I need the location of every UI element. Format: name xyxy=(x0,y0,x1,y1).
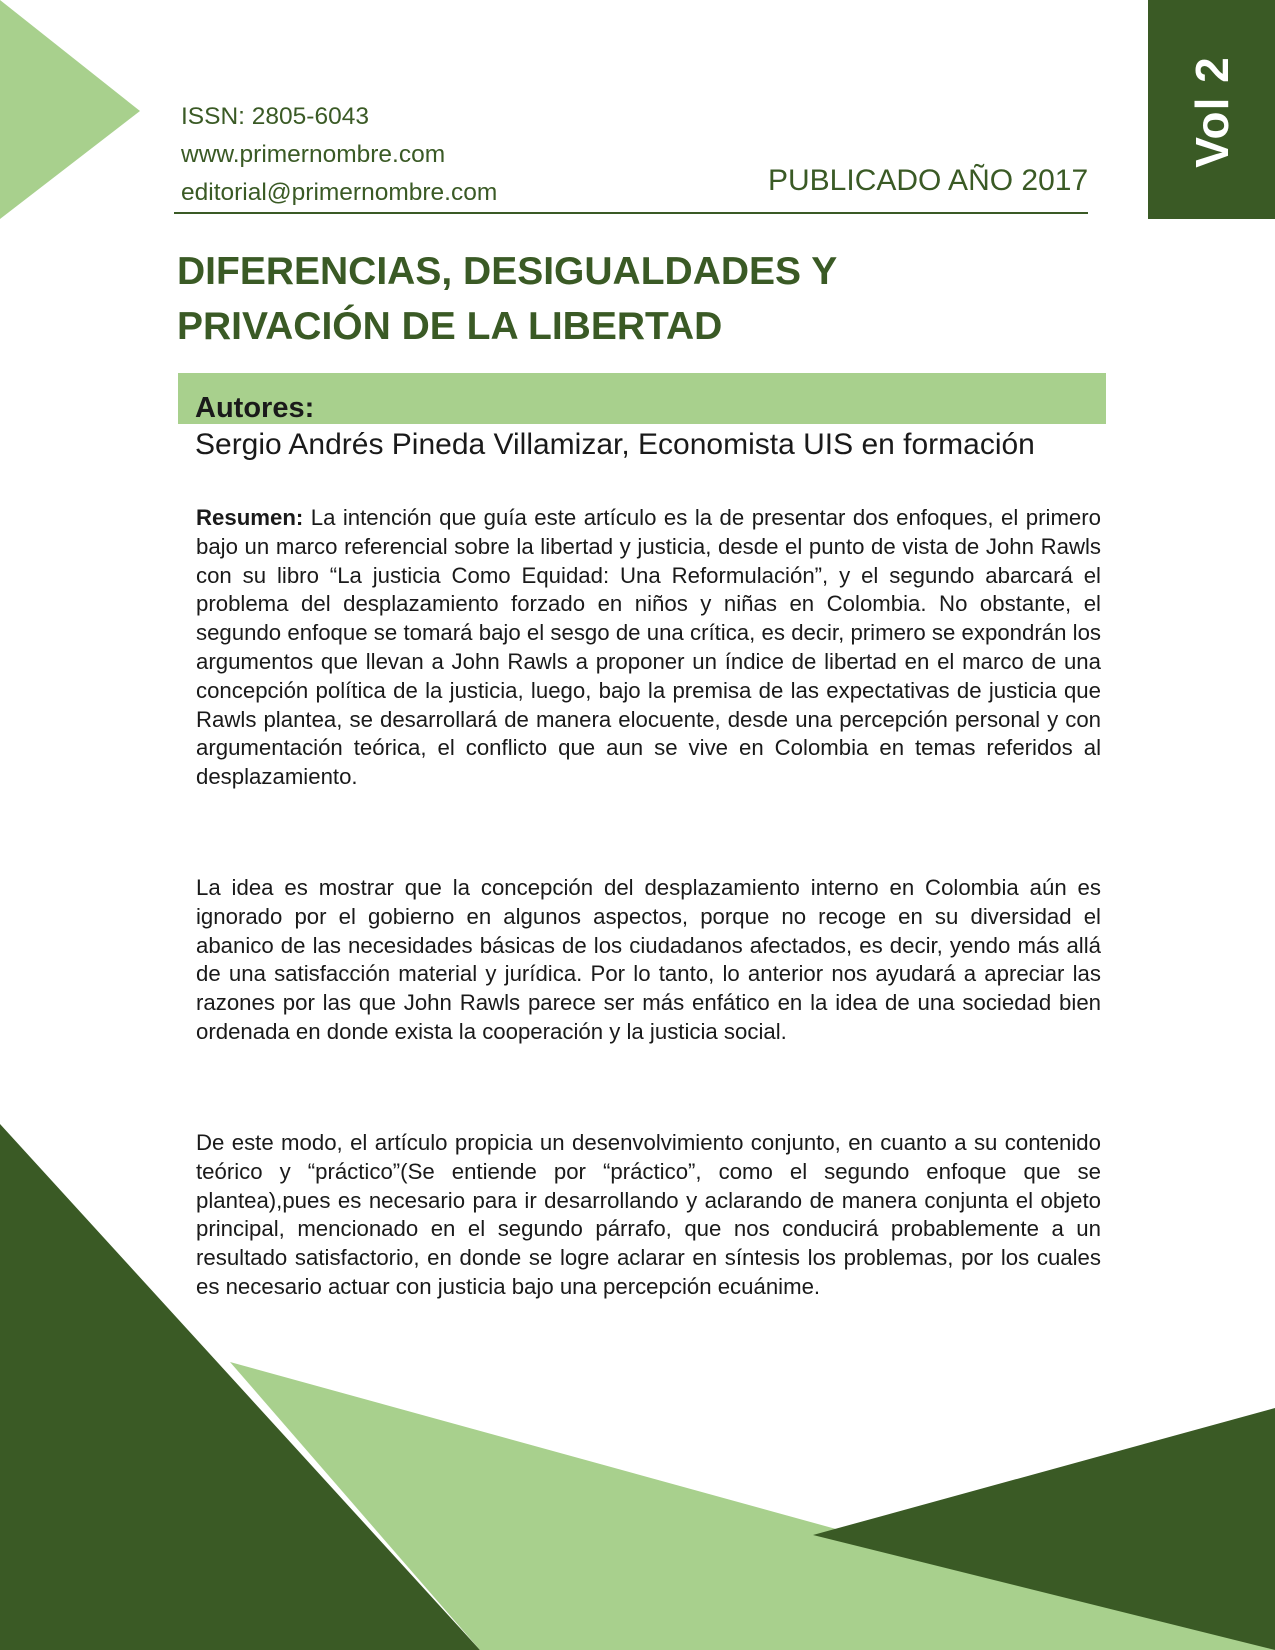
title-line-2: PRIVACIÓN DE LA LIBERTAD xyxy=(177,305,723,348)
email-link[interactable]: editorial@primernombre.com xyxy=(181,179,498,206)
article-title xyxy=(177,244,1117,354)
abstract-paragraph xyxy=(196,504,1101,792)
abstract-label: Resumen: xyxy=(196,505,304,530)
abstract-text: La intención que guía este artículo es la de presentar dos enfoques, el primero bajo un marco referencial sobre la libertad y justicia, desde el punto de vista de John Rawls con su libro “La justicia Como Equidad: Una Reformulación”, y el segundo abarcará el problema del desplazamiento forzado en niños y niñas en Colombia. No obstante, el segundo enfoque se tomará bajo el sesgo de una crítica, es decir, primero se expondrán los argumentos que llevan a John Rawls a proponer un índice de libertad en el marco de una concepción política de la justicia, luego, bajo la premisa de las expectativas de justicia que Rawls plantea, se desarrollará de manera elocuente, desde una percepción personal y con argumentación teórica, el conflicto que aun se vive en Colombia en temas referidos al desplazamiento. xyxy=(196,505,1101,790)
authors-banner xyxy=(178,373,1106,424)
header-divider xyxy=(174,212,1088,214)
body-paragraph-3: De este modo, el artículo propicia un desenvolvimiento conjunto, en cuanto a su contenido teórico y “práctico”(Se entiende por “práctico”, como el segundo enfoque que se plantea),pues es necesario para ir desarrollando y aclarando de manera conjunta el objeto principal, mencionado en el segundo párrafo, que nos conducirá probablemente a un resultado satisfactorio, en donde se logre aclarar en síntesis los problemas, por los cuales es necesario actuar con justicia bajo una percepción ecuánime. xyxy=(196,1130,1101,1299)
volume-label: Vol 2 xyxy=(1185,56,1238,168)
title-line-1: DIFERENCIAS, DESIGUALDADES Y xyxy=(177,250,838,293)
body-paragraph-2: La idea es mostrar que la concepción del desplazamiento interno en Colombia aún es ignorado por el gobierno en algunos aspectos, porque no recoge en su diversidad el abanico de las necesidades básicas de los ciudadanos afectados, es decir, yendo más allá de una satisfacción material y jurídica. Por lo tanto, lo anterior nos ayudará a apreciar las razones por las que John Rawls parece ser más enfático en la idea de una sociedad bien ordenada en donde exista la cooperación y la justicia social. xyxy=(196,875,1101,1044)
published-year: PUBLICADO AÑO 2017 xyxy=(768,164,1089,197)
issn: ISSN: 2805-6043 xyxy=(181,103,369,130)
website-link[interactable]: www.primernombre.com xyxy=(181,141,446,168)
authors-label: Autores: xyxy=(195,392,315,424)
top-left-light-triangle xyxy=(0,0,140,219)
author-name: Sergio Andrés Pineda Villamizar, Economista UIS en formación xyxy=(195,428,1035,461)
volume-tab xyxy=(1148,0,1275,219)
journal-info xyxy=(181,98,497,212)
